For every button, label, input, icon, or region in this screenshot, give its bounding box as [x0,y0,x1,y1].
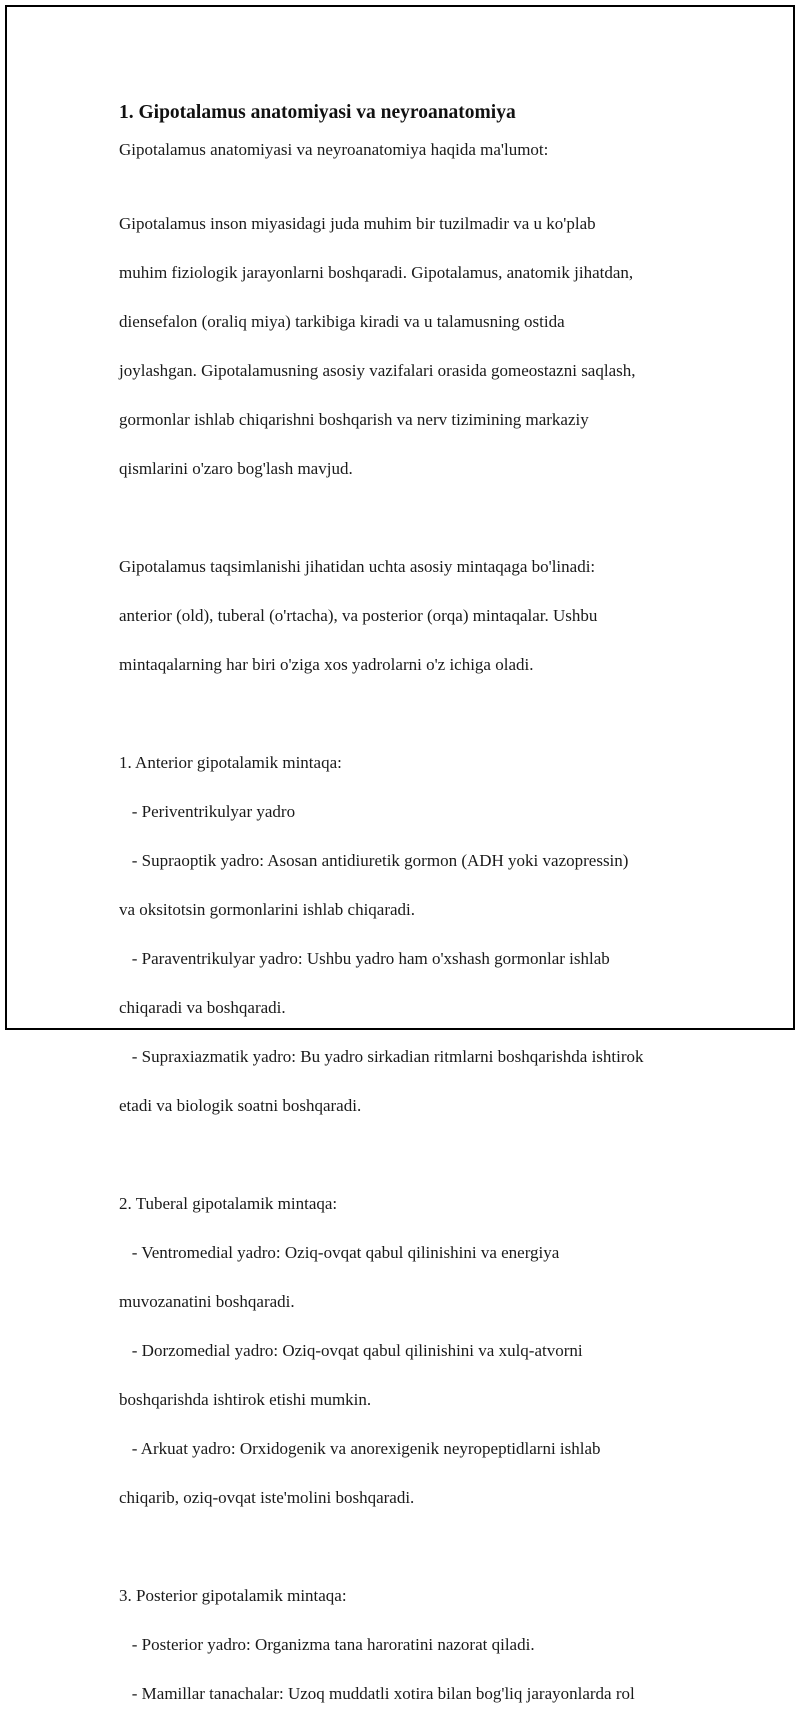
spacer [119,1143,709,1168]
text-line: Gipotalamus inson miyasidagi juda muhim bir tuzilmadir va u ko'plab [119,213,596,233]
list-item: - Paraventrikulyar yadro: Ushbu yadro ham o'xshash gormonlar ishlab [119,948,610,968]
list-item: - Mamillar tanachalar: Uzoq muddatli xotira bilan bog'liq jarayonlarda rol [119,1683,635,1703]
text-line: joylashgan. Gipotalamusning asosiy vazifalari orasida gomeostazni saqlash, [119,360,636,380]
list-item-continuation: chiqarib, oziq-ovqat iste'molini boshqaradi. [119,1487,415,1507]
list-item: - Supraoptik yadro: Asosan antidiuretik gormon (ADH yoki vazopressin) [119,850,629,870]
list-item: - Ventromedial yadro: Oziq-ovqat qabul qilinishini va energiya [119,1242,560,1262]
section-tuberal [119,1167,709,1535]
spacer [119,1535,709,1560]
section-heading: 1. Anterior gipotalamik mintaqa: [119,752,342,772]
list-item: - Posterior yadro: Organizma tana haroratini nazorat qiladi. [119,1634,535,1654]
text-line: mintaqalarning har biri o'ziga xos yadrolarni o'z ichiga oladi. [119,654,534,674]
text-line: muhim fiziologik jarayonlarni boshqaradi. Gipotalamus, anatomik jihatdan, [119,262,634,282]
list-item-continuation: boshqarishda ishtirok etishi mumkin. [119,1389,372,1409]
document-page [5,5,795,1703]
section-heading: 2. Tuberal gipotalamik mintaqa: [119,1193,338,1213]
intro-text: Gipotalamus anatomiyasi va neyroanatomiya haqida ma'lumot: [119,140,549,159]
paragraph-2 [119,530,709,702]
spacer [119,506,709,531]
section-heading: 3. Posterior gipotalamik mintaqa: [119,1585,347,1605]
paragraph-1 [119,187,709,506]
list-item-continuation: etadi va biologik soatni boshqaradi. [119,1095,362,1115]
spacer [119,702,709,727]
list-item: - Arkuat yadro: Orxidogenik va anorexigenik neyropeptidlarni ishlab [119,1438,601,1458]
section-posterior [119,1559,709,1731]
text-line: diensefalon (oraliq miya) tarkibiga kiradi va u talamusning ostida [119,311,565,331]
text-line: qismlarini o'zaro bog'lash mavjud. [119,458,353,478]
spacer [119,163,709,188]
list-item-continuation: muvozanatini boshqaradi. [119,1291,295,1311]
text-line: anterior (old), tuberal (o'rtacha), va posterior (orqa) mintaqalar. Ushbu [119,605,598,625]
document-title: 1. Gipotalamus anatomiyasi va neyroanatomiya [119,102,516,123]
text-line: Gipotalamus taqsimlanishi jihatidan uchta asosiy mintaqaga bo'linadi: [119,556,596,576]
section-anterior [119,726,709,1143]
text-line: gormonlar ishlab chiqarishni boshqarish va nerv tizimining markaziy [119,409,589,429]
document-content [119,99,709,1731]
list-item: - Supraxiazmatik yadro: Bu yadro sirkadian ritmlarni boshqarishda ishtirok [119,1046,644,1066]
list-item: - Dorzomedial yadro: Oziq-ovqat qabul qilinishini va xulq-atvorni [119,1340,583,1360]
list-item-continuation: va oksitotsin gormonlarini ishlab chiqaradi. [119,899,416,919]
list-item: - Periventrikulyar yadro [119,801,296,821]
list-item-continuation: chiqaradi va boshqaradi. [119,997,286,1017]
